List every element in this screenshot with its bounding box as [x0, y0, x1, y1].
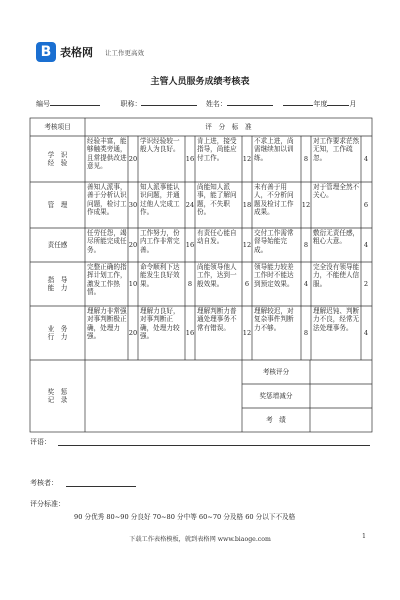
criterion-score[interactable]: 24: [185, 200, 195, 209]
assessor-label: 考核者：: [30, 479, 58, 487]
brand-name: 表格网: [60, 46, 93, 59]
criterion-text: 未有善于用人，不分析问题及检讨工作成果。: [254, 183, 294, 217]
criterion-text: 善知人派事，善于分析认识问题，检讨工作成果。: [87, 183, 127, 217]
standard-text: 90 分优秀 80~90 分良好 70~80 分中等 60~70 分及格 60 分以下不及格: [74, 513, 296, 521]
criterion-text: 完整正确的指挥计划工作，激发工作热情。: [87, 263, 127, 297]
criterion-score[interactable]: 12: [301, 200, 311, 209]
criterion-text: 对工作要求茫然无知，工作疏忽。: [313, 137, 360, 162]
criterion-score[interactable]: 8: [303, 328, 309, 337]
summary-value[interactable]: [310, 360, 372, 384]
criterion-score[interactable]: 8: [303, 154, 309, 163]
criterion-score[interactable]: 8: [187, 279, 193, 288]
logo-icon: B: [36, 42, 56, 62]
criterion-text: 完全没有领导能力，不能使人信服。: [313, 263, 360, 288]
criterion-score[interactable]: 6: [244, 279, 250, 288]
criterion-text: 尚能领导他人工作，达到一般效果。: [197, 263, 237, 288]
criterion-text: 领导能力较差工作时不能达到预定效果。: [254, 263, 294, 288]
summary-value[interactable]: [310, 384, 372, 408]
criterion-text: 理解迟钝、判断力不良，经常无法处理事务。: [313, 307, 360, 332]
criterion-score[interactable]: 12: [242, 240, 252, 249]
comment-label: 评语：: [30, 438, 51, 446]
criterion-score[interactable]: 20: [128, 328, 138, 337]
name-label: 姓名：: [205, 100, 227, 108]
summary-label: 奖惩增减分: [259, 391, 293, 400]
criterion-score[interactable]: 20: [128, 240, 138, 249]
item-label: 学 识 经 验: [47, 150, 68, 167]
criterion-score[interactable]: 4: [363, 154, 369, 163]
criterion-score[interactable]: 12: [242, 154, 252, 163]
position-label: 职称：: [120, 100, 142, 108]
summary-label: 考核评分: [262, 367, 290, 376]
standard-label: 评分标准：: [30, 500, 65, 508]
item-label: 业 务 行 力: [47, 324, 68, 341]
criterion-text: 知人派事能认识问题，并通过他人完成工作。: [140, 183, 180, 217]
criterion-score[interactable]: 12: [242, 328, 252, 337]
item-label: 管 理: [47, 200, 68, 209]
page-number: 1: [362, 533, 366, 540]
criterion-text: 工作努力，份内工作非常完善。: [140, 229, 180, 254]
criterion-text: 命令顺利下达能发生良好效果。: [140, 263, 180, 288]
criterion-score[interactable]: 6: [363, 200, 369, 209]
criterion-score[interactable]: 4: [303, 279, 309, 288]
criterion-text: 交付工作需常督导始能完成。: [254, 229, 294, 254]
item-label: 责任感: [47, 240, 68, 249]
footer-text: 下载工作表格模板，就到表格网 www.biaoge.com: [129, 536, 271, 543]
number-label: 编号: [36, 100, 50, 108]
criterion-score[interactable]: 16: [185, 328, 195, 337]
criterion-text: 不求上进，尚需继续加以训练。: [254, 137, 294, 162]
criterion-text: 经验丰富，能够触类旁通，且常提供改进意见。: [87, 137, 127, 171]
item-label: 指 导 能 力: [47, 275, 68, 292]
reward-record-area[interactable]: [85, 360, 242, 432]
criterion-score[interactable]: 16: [185, 240, 195, 249]
criterion-score[interactable]: 10: [128, 279, 138, 288]
criterion-text: 理解力非常强对事判断极正确，处理力强。: [87, 307, 127, 341]
criterion-score[interactable]: 2: [363, 279, 369, 288]
comment-line[interactable]: [58, 445, 370, 446]
criterion-text: 理解判断力普通处理事务不常有错误。: [197, 307, 237, 332]
header-criteria: 评 分 标 准: [205, 122, 252, 131]
month-label: 月: [349, 100, 357, 108]
criterion-text: 敷衍无责任感，粗心大意。: [313, 229, 360, 246]
criterion-score[interactable]: 18: [242, 200, 252, 209]
criterion-text: 任劳任怨，竭尽所能完成任务。: [87, 229, 127, 254]
criterion-text: 学识经验较一般人为良好。: [140, 137, 180, 154]
criterion-score[interactable]: 30: [128, 200, 138, 209]
criterion-score[interactable]: 8: [303, 240, 309, 249]
criterion-score[interactable]: 4: [363, 240, 369, 249]
criterion-text: 尚能知人派事，能了解问题，不失职份。: [197, 183, 237, 217]
criterion-text: 肯上进，接受指导，尚能应付工作。: [197, 137, 237, 162]
criterion-text: 理解较迟，对复杂事件判断力不够。: [254, 307, 294, 332]
criterion-text: 理解力良好，对事判断正确，处理力较强。: [140, 307, 180, 341]
criterion-text: 有责任心能自动自发。: [197, 229, 237, 246]
reward-label: 奖 惩 记 录: [47, 387, 68, 404]
brand-slogan: 让工作更高效: [105, 48, 144, 57]
criterion-score[interactable]: 20: [128, 154, 138, 163]
criterion-score[interactable]: 4: [363, 328, 369, 337]
criterion-score[interactable]: 16: [185, 154, 195, 163]
header-item: 考核项目: [44, 122, 71, 131]
document-title: 主管人员服务成绩考核表: [150, 77, 250, 87]
criterion-text: 对于管理全然不关心。: [313, 183, 360, 200]
summary-value[interactable]: [310, 408, 372, 432]
summary-label: 考 绩: [266, 415, 286, 424]
year-label: 年度: [313, 100, 328, 108]
assessor-line[interactable]: [66, 486, 136, 487]
